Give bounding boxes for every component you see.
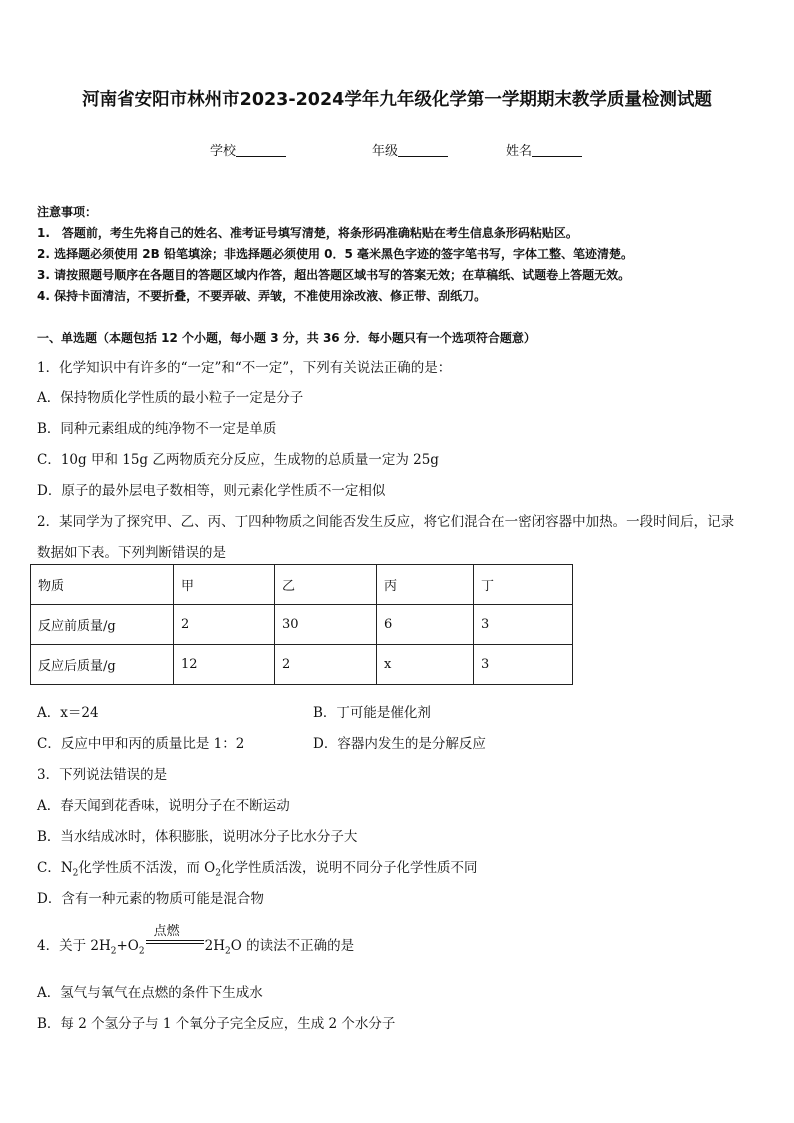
equals-line-bottom: [146, 943, 204, 944]
q3-option-b[interactable]: B．当水结成冰时，体积膨胀，说明冰分子比水分子大: [37, 829, 358, 845]
subscript: 2: [110, 946, 117, 957]
q3-c-text: C．N: [37, 860, 73, 876]
table-cell: 12: [174, 645, 275, 685]
q4-option-a[interactable]: A．氢气与氧气在点燃的条件下生成水: [37, 985, 263, 1001]
table-row: [31, 645, 573, 685]
q2-option-a[interactable]: A．x＝24: [37, 705, 99, 721]
subscript: 2: [138, 946, 145, 957]
table-cell: 反应后质量/g: [31, 645, 174, 685]
subscript: 2: [72, 868, 79, 879]
q3-c-text: 化学性质不活泼，而 O: [78, 860, 216, 876]
equals-line-top: [146, 940, 204, 941]
subscript: 2: [224, 946, 231, 957]
table-cell: 乙: [275, 565, 377, 605]
q4-text: 2H: [204, 938, 225, 954]
q1-option-c[interactable]: C．10g 甲和 15g 乙两物质充分反应，生成物的总质量一定为 25g: [37, 452, 439, 468]
reaction-arrow: [146, 924, 204, 951]
notice-item: 3. 请按照题号顺序在各题目的答题区域内作答，超出答题区域书写的答案无效；在草稿纸、试题卷上答题无效。: [37, 268, 631, 282]
grade-blank[interactable]: [398, 143, 448, 157]
reaction-condition: 点燃: [153, 924, 180, 939]
q3-option-d[interactable]: D．含有一种元素的物质可能是混合物: [37, 891, 264, 907]
q4-text: 的读法不正确的是: [241, 938, 355, 954]
table-cell: 反应前质量/g: [31, 605, 174, 645]
q2-option-c[interactable]: C．反应中甲和丙的质量比是 1：2: [37, 736, 245, 752]
q4-text: O: [230, 938, 242, 954]
notice-item: 2. 选择题必须使用 2B 铅笔填涂；非选择题必须使用 0．5 毫米黑色字迹的签字笔书写，字体工整、笔迹清楚。: [37, 247, 633, 261]
school-label: 学校: [210, 144, 237, 159]
q1-option-b[interactable]: B．同种元素组成的纯净物不一定是单质: [37, 421, 277, 437]
question-4-stem: [37, 924, 355, 957]
q2-option-b[interactable]: B．丁可能是催化剂: [313, 705, 431, 721]
q1-option-a[interactable]: A．保持物质化学性质的最小粒子一定是分子: [37, 390, 304, 406]
question-3-stem: 3．下列说法错误的是: [37, 767, 168, 783]
notice-item: 1. 答题前，考生先将自己的姓名、准考证号填写清楚，将条形码准确粘贴在考生信息条形码粘贴区。: [37, 226, 578, 240]
table-cell: 3: [474, 645, 573, 685]
table-cell: 3: [474, 605, 573, 645]
grade-label: 年级: [372, 144, 399, 159]
data-table: [30, 564, 573, 685]
question-2-stem-line1: 2．某同学为了探究甲、乙、丙、丁四种物质之间能否发生反应，将它们混合在一密闭容器中加热。一段时间后，记录: [37, 514, 735, 530]
section-heading: 一、单选题（本题包括 12 个小题，每小题 3 分，共 36 分．每小题只有一个选项符合题意）: [37, 331, 536, 345]
subscript: 2: [215, 868, 221, 879]
name-blank[interactable]: [532, 143, 582, 157]
q4-text: +O: [116, 938, 139, 954]
table-cell: 2: [174, 605, 275, 645]
table-cell: 物质: [31, 565, 174, 605]
table-cell: 6: [377, 605, 474, 645]
school-field[interactable]: [210, 140, 286, 159]
name-label: 姓名: [506, 144, 533, 159]
grade-field[interactable]: [372, 140, 448, 159]
q4-option-b[interactable]: B．每 2 个氢分子与 1 个氧分子完全反应，生成 2 个水分子: [37, 1016, 396, 1032]
q4-text: 4．关于 2H: [37, 938, 111, 954]
q2-option-d[interactable]: D．容器内发生的是分解反应: [313, 736, 486, 752]
table-cell: 甲: [174, 565, 275, 605]
school-blank[interactable]: [236, 143, 286, 157]
q3-option-c[interactable]: [37, 856, 477, 879]
table-cell: 丙: [377, 565, 474, 605]
q3-option-a[interactable]: A．春天闻到花香味，说明分子在不断运动: [37, 798, 290, 814]
table-cell: x: [377, 645, 474, 685]
q3-c-text: 化学性质活泼，说明不同分子化学性质不同: [220, 860, 478, 876]
table-row: [31, 605, 573, 645]
q1-option-d[interactable]: D．原子的最外层电子数相等，则元素化学性质不一定相似: [37, 483, 386, 499]
notice-heading: 注意事项：: [37, 205, 98, 219]
table-cell: 30: [275, 605, 377, 645]
name-field[interactable]: [506, 140, 582, 159]
question-1-stem: 1．化学知识中有许多的“一定”和“不一定”，下列有关说法正确的是：: [37, 360, 452, 376]
table-cell: 丁: [474, 565, 573, 605]
question-2-stem-line2: 数据如下表。下列判断错误的是: [37, 545, 226, 561]
table-header-row: [31, 565, 573, 605]
exam-title: 河南省安阳市林州市2023-2024学年九年级化学第一学期期末教学质量检测试题: [82, 90, 712, 110]
table-cell: 2: [275, 645, 377, 685]
notice-item: 4. 保持卡面清洁，不要折叠，不要弄破、弄皱，不准使用涂改液、修正带、刮纸刀。: [37, 289, 487, 303]
